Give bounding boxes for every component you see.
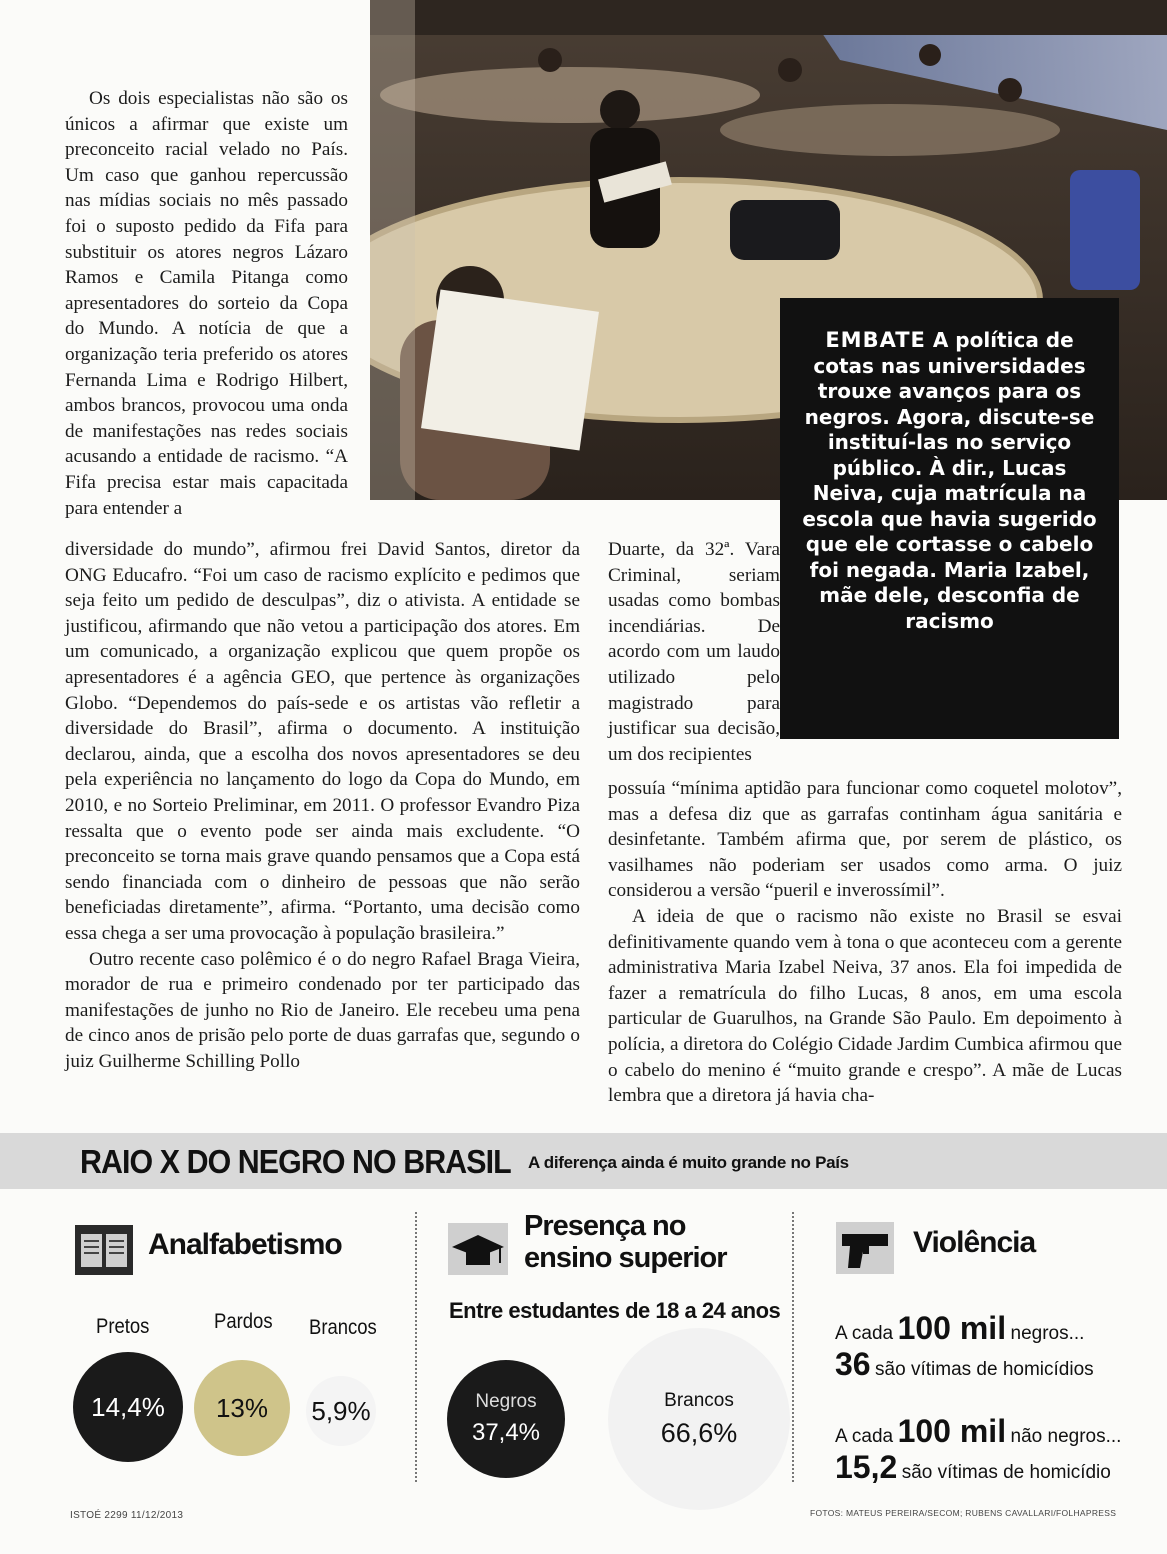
article-column-2-bottom <box>608 776 1122 1109</box>
paragraph: diversidade do mundo”, afirmou frei David Santos, diretor da ONG Educafro. “Foi um caso de racismo explícito e pedimos que seja feito um pedido de desculpas”, diz o ativista. A entidade se justificou, afirmando que não vetou a participação dos atores. Em um comunicado, a organização explicou que quem propõe os apresentadores é a agência GEO, que pertence às organizações Globo. “Dependemos do país-sede e os artistas vão refletir a diversidade do Brasil”, afirma o documento. A instituição declarou, ainda, que a escolha dos novos apresentadores se deu pela experiência no lançamento do logo da Copa do Mundo, em 2010, e no Sorteio Preliminar, em 2011. O professor Evandro Piza ressalta que o evento pode ser ainda mais excludente. “O preconceito se torna mais grave quando pensamos que a Copa está sendo financiada com o dinheiro de pessoas que não serão beneficiadas diretamente”, afirma. “Portanto, uma decisão como essa chega a ser uma provocação à população brasileira.” <box>65 539 580 944</box>
infographic-banner <box>0 1133 1167 1189</box>
education-circle-brancos <box>608 1328 790 1510</box>
violence-row2-number: 15,2 <box>835 1449 898 1485</box>
paragraph: Duarte, da 32ª. Vara Criminal, seriam usadas como bombas incendiárias. De acordo com um laudo utilizado pelo magistrado para justificar sua decisão, um dos recipientes <box>608 539 780 765</box>
photo-caption <box>780 298 1119 739</box>
literacy-label-brancos: Brancos <box>309 1316 377 1339</box>
violence-row2-prefix: A cada <box>835 1426 894 1447</box>
education-title-line2: ensino superior <box>524 1242 727 1274</box>
caption-body: A política de cotas nas universidades trouxe avanços para os negros. Agora, discute-se instituí-las no serviço público. À dir., Lucas Neiva, cuja matrícula na escola que havia sugerido que ele cortasse o cabelo foi negada. Maria Izabel, mãe dele, desconfia de racismo <box>802 328 1097 633</box>
education-circle-negros <box>447 1360 565 1478</box>
footer-issue: ISTOÉ 2299 11/12/2013 <box>70 1510 184 1521</box>
violence-row-2 <box>835 1413 1121 1450</box>
article-column-2-top <box>608 537 780 767</box>
violence-row1-text: são vítimas de homicídios <box>875 1359 1094 1380</box>
article-column-1-bottom <box>65 537 580 1074</box>
literacy-value-pardos: 13% <box>215 1392 269 1423</box>
education-value-brancos: 66,6% <box>660 1417 738 1448</box>
education-label-brancos: Brancos <box>664 1389 734 1411</box>
education-title-line1: Presença no <box>524 1210 686 1242</box>
violence-row1-suffix: negros... <box>1010 1323 1085 1344</box>
literacy-label-pardos: Pardos <box>214 1310 273 1333</box>
literacy-circle-brancos <box>306 1376 376 1446</box>
section-divider <box>415 1212 417 1482</box>
violence-row2-big: 100 mil <box>897 1413 1007 1449</box>
violence-row1-number: 36 <box>835 1346 871 1382</box>
violence-row2-text: são vítimas de homicídio <box>901 1462 1111 1483</box>
graduation-cap-icon <box>448 1223 508 1275</box>
literacy-circle-pardos <box>194 1360 290 1456</box>
violence-row1-big: 100 mil <box>897 1310 1007 1346</box>
violence-title: Violência <box>913 1226 1036 1259</box>
violence-row-1 <box>835 1310 1084 1347</box>
paragraph: Os dois especialistas não são os únicos a afirmar que existe um preconceito racial velado no País. Um caso que ganhou repercussão nas mídias sociais no mês passado foi o suposto pedido da Fifa para substituir os atores negros Lázaro Ramos e Camila Pitanga como apresentadores do sorteio da Copa do Mundo. A notícia de que a organização teria preferido os atores Fernanda Lima e Rodrigo Hilbert, ambos brancos, provocou uma onda de manifestações nas redes sociais acusando a entidade de racismo. “A Fifa precisa estar mais capacitada para entender a <box>65 88 348 519</box>
footer-credits: FOTOS: MATEUS PEREIRA/SECOM; RUBENS CAVALLARI/FOLHAPRESS <box>810 1508 1117 1518</box>
paragraph: Outro recente caso polêmico é o do negro Rafael Braga Vieira, morador de rua e primeiro condenado por ter participado das manifestações de junho no Rio de Janeiro. Ele recebeu uma pena de cinco anos de prisão pelo porte de duas garrafas que, segundo o juiz Guilherme Schilling Pollo <box>65 948 580 1072</box>
book-icon <box>75 1225 133 1275</box>
article-column-1-top <box>65 86 348 521</box>
section-divider <box>792 1212 794 1482</box>
violence-row-1-stat <box>835 1346 1094 1383</box>
violence-row2-suffix: não negros... <box>1010 1426 1122 1447</box>
education-label-negros: Negros <box>475 1391 537 1412</box>
literacy-value-pretos: 14,4% <box>91 1391 165 1422</box>
literacy-title: Analfabetismo <box>148 1228 342 1261</box>
literacy-circle-pretos <box>73 1352 183 1462</box>
literacy-label-pretos: Pretos <box>96 1315 150 1338</box>
literacy-value-brancos: 5,9% <box>311 1395 371 1426</box>
paragraph: possuía “mínima aptidão para funcionar como coquetel molotov”, mas a defesa diz que as garrafas continham água sanitária e desinfetante. Também afirma que, por serem de plástico, os vasilhames não poderiam ser usados como arma. O juiz considerou a versão “pueril e inverossímil”. <box>608 778 1122 902</box>
violence-row1-prefix: A cada <box>835 1323 894 1344</box>
paragraph: A ideia de que o racismo não existe no Brasil se esvai definitivamente quando vem à tona o que aconteceu com a gerente administrativa Maria Izabel Neiva, 37 anos. Ela foi impedida de fazer a rematrícula do filho Lucas, 8 anos, em uma escola particular de Guarulhos, na Grande São Paulo. Em depoimento à polícia, a diretora do Colégio Cidade Jardim Cumbica afirmou que o cabelo do menino é “muito grande e crespo”. A mãe de Lucas lembra que a diretora já havia cha- <box>608 905 1122 1107</box>
infographic-title: RAIO X DO NEGRO NO BRASIL <box>80 1143 511 1180</box>
violence-row-2-stat <box>835 1449 1111 1486</box>
education-title <box>524 1210 727 1274</box>
education-value-negros: 37,4% <box>471 1419 541 1446</box>
education-subtitle: Entre estudantes de 18 a 24 anos <box>449 1298 781 1323</box>
caption-lead: EMBATE <box>825 328 926 352</box>
infographic-subtitle: A diferença ainda é muito grande no País <box>528 1153 849 1172</box>
gun-icon <box>836 1222 894 1274</box>
